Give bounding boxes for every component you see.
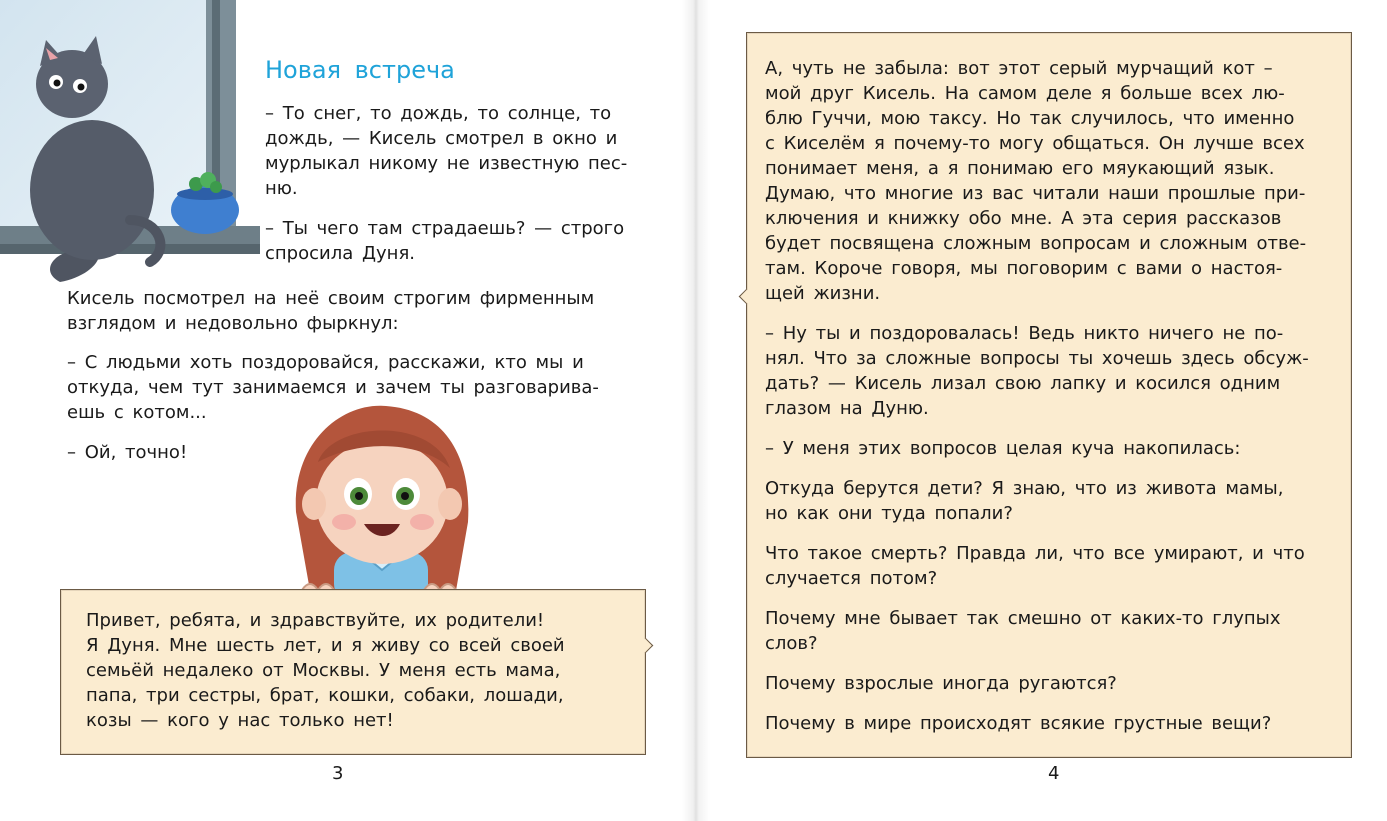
text-line: дать? — Кисель лизал свою лапку и косился одним <box>765 373 1281 394</box>
text-line: Откуда берутся дети? Я знаю, что из живота мамы, <box>765 478 1284 499</box>
cat-window-illustration <box>0 0 262 290</box>
parchment-notch <box>638 638 654 654</box>
text-line: Что такое смерть? Правда ли, что все умирают, и что <box>765 543 1305 564</box>
text-line: ню. <box>265 178 298 199</box>
text-line: – С людьми хоть поздоровайся, расскажи, кто мы и <box>67 352 584 373</box>
paragraph-dunya-question <box>265 216 650 266</box>
story-parchment-box <box>746 32 1352 758</box>
text-line: – Ты чего там страдаешь? — строго <box>265 218 625 239</box>
text-line: А, чуть не забыла: вот этот серый мурчащий кот – <box>765 58 1273 79</box>
text-line: ешь с котом... <box>67 402 207 423</box>
text-line: Привет, ребята, и здравствуйте, их родители! <box>86 610 545 631</box>
text-line: козы — кого у нас только нет! <box>86 710 394 731</box>
text-line: слов? <box>765 633 818 654</box>
page-number-left: 3 <box>332 763 344 784</box>
text-line: будет посвящена сложным вопросам и сложным отве- <box>765 233 1307 254</box>
question-adults-argue <box>765 671 1335 696</box>
text-line: Почему в мире происходят всякие грустные вещи? <box>765 713 1272 734</box>
text-line: Почему мне бывает так смешно от каких-то глупых <box>765 608 1281 629</box>
paragraph-kisel-look <box>67 286 637 336</box>
text-line: дождь, — Кисель смотрел в окно и <box>265 128 618 149</box>
text-line: случается потом? <box>765 568 938 589</box>
text-line: взглядом и недовольно фыркнул: <box>67 313 399 334</box>
text-line: – То снег, то дождь, то солнце, то <box>265 103 612 124</box>
text-line: с Киселём я почему-то могу общаться. Он лучше всех <box>765 133 1305 154</box>
question-sad-things <box>765 711 1335 736</box>
girl-illustration <box>282 402 478 602</box>
text-line: Кисель посмотрел на неё своим строгим фирменным <box>67 288 595 309</box>
text-line: понимает меня, а я понимаю его мяукающий язык. <box>765 158 1275 179</box>
text-line: но как они туда попали? <box>765 503 1013 524</box>
page-number-right: 4 <box>1048 763 1060 784</box>
text-line: блю Гуччи, мою таксу. Но так случилось, что именно <box>765 108 1295 129</box>
text-line: Думаю, что многие из вас читали наши прошлые при- <box>765 183 1306 204</box>
paragraph-intro-kisel <box>765 56 1335 306</box>
text-line: папа, три сестры, брат, кошки, собаки, лошади, <box>86 685 564 706</box>
text-line: там. Короче говоря, мы поговорим с вами о настоя- <box>765 258 1283 279</box>
question-funny-words <box>765 606 1335 656</box>
text-line: ключения и книжку обо мне. А эта серия рассказов <box>765 208 1282 229</box>
paragraph-weather <box>265 101 650 201</box>
text-line: семьёй недалеко от Москвы. У меня есть мама, <box>86 660 561 681</box>
chapter-title: Новая встреча <box>265 56 455 84</box>
paragraph-questions-intro <box>765 436 1335 461</box>
right-page <box>694 0 1387 821</box>
text-line: глазом на Дуню. <box>765 398 929 419</box>
text-line: – Ну ты и поздоровалась! Ведь никто ничего не по- <box>765 323 1284 344</box>
text-line: Почему взрослые иногда ругаются? <box>765 673 1117 694</box>
intro-text <box>86 608 618 733</box>
book-spine-shadow <box>682 0 710 821</box>
text-line: – Ой, точно! <box>67 442 188 463</box>
question-children <box>765 476 1335 526</box>
text-line: откуда, чем тут занимаемся и зачем ты разговарива- <box>67 377 599 398</box>
text-line: мурлыкал никому не известную пес- <box>265 153 628 174</box>
paragraph-kisel-complaint <box>765 321 1335 421</box>
text-line: спросила Дуня. <box>265 243 415 264</box>
parchment-notch <box>739 289 755 305</box>
text-line: – У меня этих вопросов целая куча накопилась: <box>765 438 1241 459</box>
text-line: мой друг Кисель. На самом деле я больше всех лю- <box>765 83 1285 104</box>
text-line: нял. Что за сложные вопросы ты хочешь здесь обсуж- <box>765 348 1309 369</box>
question-death <box>765 541 1335 591</box>
text-line: Я Дуня. Мне шесть лет, и я живу со всей своей <box>86 635 565 656</box>
intro-parchment-box <box>60 589 646 755</box>
text-line: щей жизни. <box>765 283 881 304</box>
